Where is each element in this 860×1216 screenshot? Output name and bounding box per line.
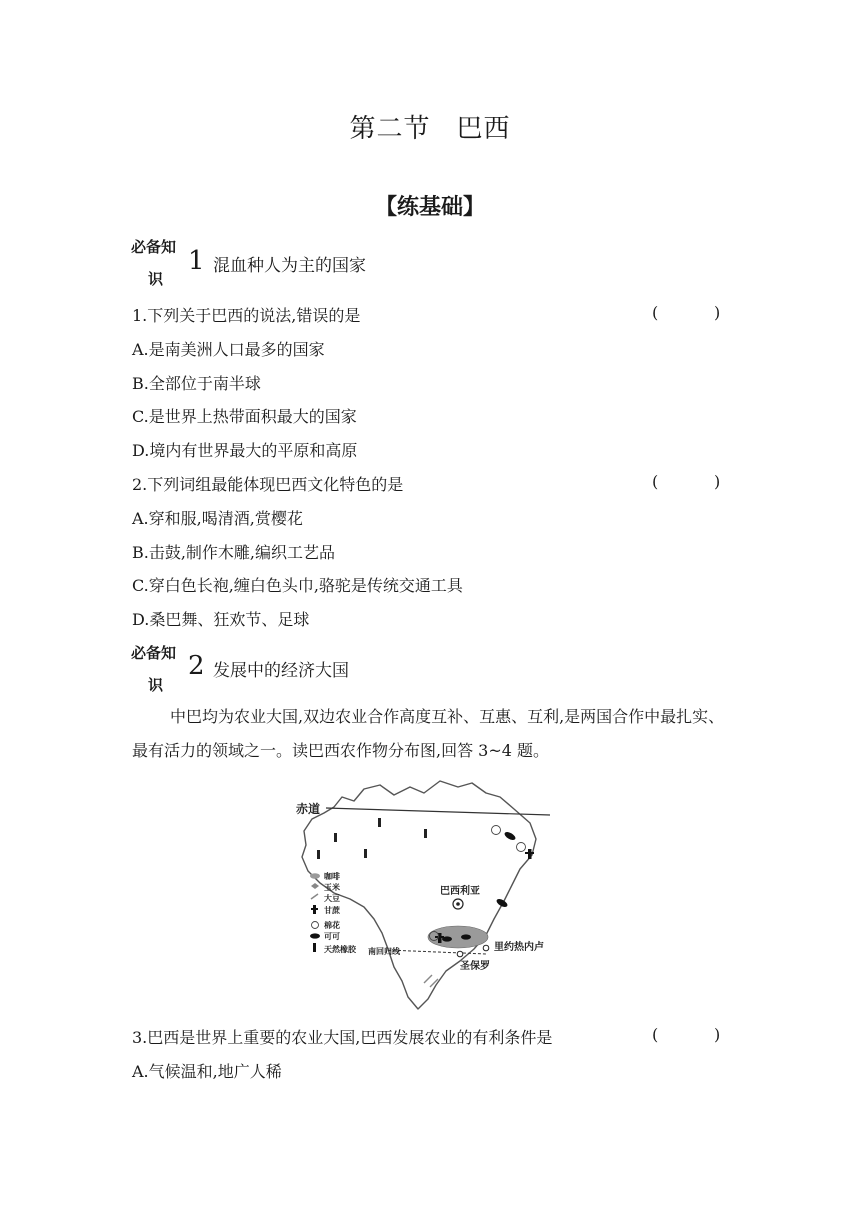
knowledge-tag-line1: 必备知 [131, 644, 177, 662]
map-legend [324, 871, 357, 954]
cotton-symbols [430, 826, 526, 941]
answer-paren-left: ( [652, 303, 659, 322]
q2-option-c: C.穿白色长袍,缠白色头巾,骆驼是传统交通工具 [132, 576, 463, 595]
saopaulo-label: 圣保罗 [460, 961, 490, 972]
answer-paren-left: ( [652, 1025, 659, 1044]
legend-cotton: 棉花 [324, 921, 340, 930]
brazil-crop-map [290, 773, 560, 1013]
knowledge-number: 1 [188, 246, 205, 276]
q3-option-a: A.气候温和,地广人稀 [132, 1062, 282, 1081]
q1-option-b: B.全部位于南半球 [132, 374, 261, 393]
title-chapter: 第二节 [349, 114, 431, 144]
capital-label: 巴西利亚 [440, 886, 480, 897]
saopaulo-marker [457, 951, 463, 957]
answer-paren-right: ) [714, 1025, 721, 1044]
knowledge-tag-line2: 识 [148, 676, 164, 694]
question-3-stem: 3.巴西是世界上重要的农业大国,巴西发展农业的有利条件是 [132, 1028, 553, 1047]
legend-rubber: 天然橡胶 [324, 945, 356, 954]
equator-label: 赤道 [296, 802, 321, 816]
knowledge-tag-line2: 识 [148, 270, 164, 288]
q1-option-a: A.是南美洲人口最多的国家 [132, 340, 325, 359]
knowledge-tag-line1: 必备知 [131, 238, 177, 256]
rio-label: 里约热内卢 [494, 942, 544, 953]
page-title [0, 108, 860, 145]
legend-soybean: 大豆 [324, 894, 340, 903]
legend-corn: 玉米 [324, 883, 340, 892]
legend-coffee: 咖啡 [324, 872, 340, 881]
q1-option-d: D.境内有世界最大的平原和高原 [132, 441, 358, 460]
knowledge-title: 混血种人为主的国家 [213, 256, 366, 276]
answer-paren-right: ) [714, 303, 721, 322]
tropic-label: 南回归线 [368, 947, 400, 956]
q2-option-d: D.桑巴舞、狂欢节、足球 [132, 610, 310, 629]
intro-paragraph: 中巴均为农业大国,双边农业合作高度互补、互惠、互利,是两国合作中最扎实、最有活力的领域之一。读巴西农作物分布图,回答 3~4 题。 [132, 707, 725, 760]
section-heading: 【练基础】 [374, 195, 485, 220]
q2-option-b: B.击鼓,制作木雕,编织工艺品 [132, 543, 336, 562]
answer-paren-left: ( [652, 472, 659, 491]
question-2-stem: 2.下列词组最能体现巴西文化特色的是 [132, 475, 404, 494]
legend-sugarcane: 甘蔗 [324, 906, 340, 915]
title-country: 巴西 [456, 114, 511, 144]
rio-marker [483, 945, 489, 951]
q2-option-a: A.穿和服,喝清酒,赏樱花 [132, 509, 303, 528]
map-legend-symbols [310, 873, 320, 952]
knowledge-number: 2 [188, 651, 205, 681]
rubber-symbols [317, 818, 427, 859]
legend-cocoa: 可可 [324, 932, 340, 941]
answer-paren-right: ) [714, 472, 721, 491]
question-1-stem: 1.下列关于巴西的说法,错误的是 [132, 306, 361, 325]
knowledge-title: 发展中的经济大国 [213, 661, 349, 681]
q1-option-c: C.是世界上热带面积最大的国家 [132, 407, 357, 426]
